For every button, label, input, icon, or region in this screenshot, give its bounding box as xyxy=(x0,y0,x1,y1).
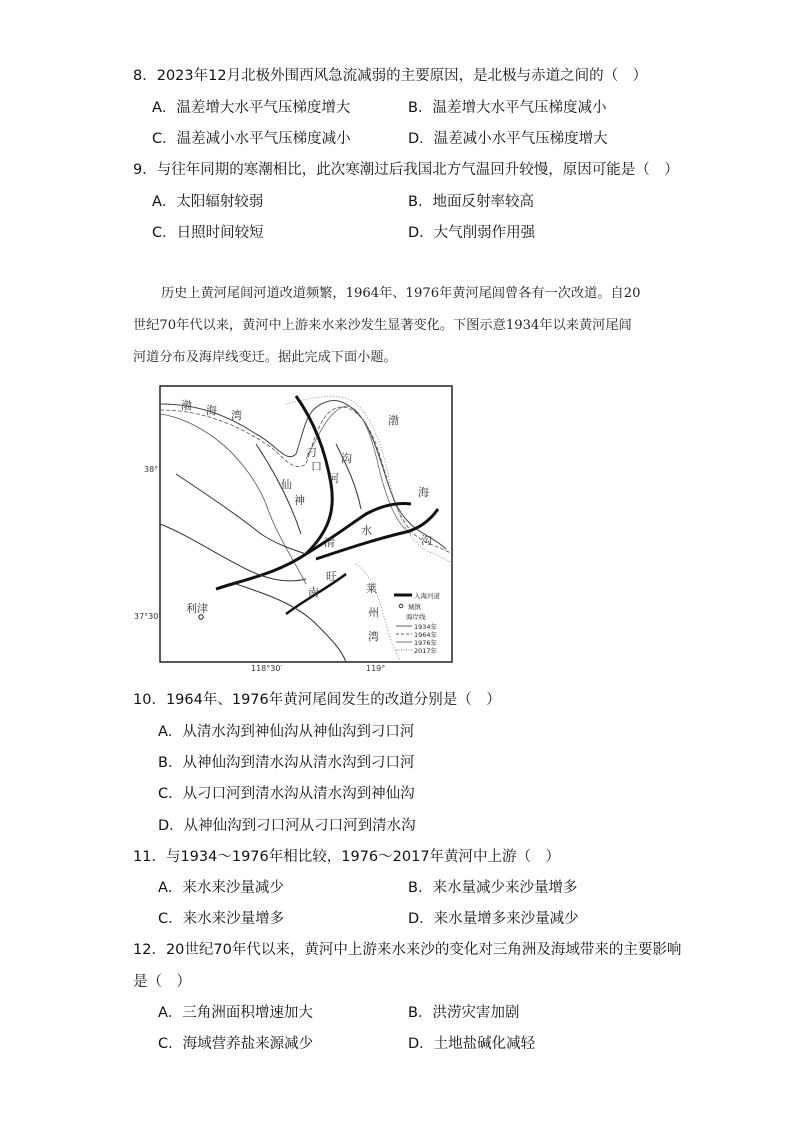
q9-option-a: A．太阳辐射较弱 xyxy=(152,194,264,210)
q12-stem-line-1: 12．20世纪70年代以来，黄河中上游来水来沙的变化对三角洲及海域带来的主要影响 xyxy=(133,942,682,958)
passage-line-2: 世纪70年代以来，黄河中上游来水来沙发生显著变化。下图示意1934年以来黄河尾闾 xyxy=(133,318,632,333)
q8-stem: 8．2023年12月北极外围西风急流减弱的主要原因，是北极与赤道之间的（ ） xyxy=(133,68,648,84)
label-bohai-sea-2: 海 xyxy=(418,486,429,499)
legend-1976: 1976年 xyxy=(414,639,438,647)
q8-option-a: A．温差增大水平气压梯度增大 xyxy=(152,100,351,116)
label-qingshui-3: 沟 xyxy=(421,534,432,547)
q12-option-c: C．海域营养盐来源减少 xyxy=(158,1036,314,1052)
legend-1964: 1964年 xyxy=(414,631,438,639)
q11-option-d: D．来水量增多来沙量减少 xyxy=(408,911,579,927)
q12-option-a: A．三角洲面积增速加大 xyxy=(158,1005,313,1021)
q9-stem: 9．与往年同期的寒潮相比，此次寒潮过后我国北方气温回升较慢，原因可能是（ ） xyxy=(133,162,679,178)
label-nanwang-1: 南 xyxy=(308,586,319,599)
label-lijin: 利津 xyxy=(186,602,208,615)
passage-line-3: 河道分布及海岸线变迁。据此完成下面小题。 xyxy=(133,350,397,365)
label-qingshui-1: 清 xyxy=(324,536,335,549)
q8-option-d: D．温差减小水平气压梯度增大 xyxy=(408,131,608,147)
coord-118-30: 118°30′ xyxy=(251,664,283,673)
label-bohai-bay-1: 渤 xyxy=(181,399,192,412)
q10-option-b: B．从神仙沟到清水沟从清水沟到刁口河 xyxy=(158,755,415,771)
legend-channel: 入海河道 xyxy=(414,592,440,600)
label-laizhou-2: 州 xyxy=(368,606,379,619)
q11-stem: 11．与1934～1976年相比较，1976～2017年黄河中上游（ ） xyxy=(133,849,561,865)
label-qingshui-2: 水 xyxy=(361,524,372,537)
q10-option-d: D．从神仙沟到刁口河从刁口河到清水沟 xyxy=(158,818,416,834)
label-bohai-bay-3: 湾 xyxy=(231,409,242,422)
label-laizhou-1: 莱 xyxy=(366,582,377,595)
label-shenxian-2: 仙 xyxy=(281,478,292,491)
label-laizhou-3: 湾 xyxy=(368,630,379,643)
q9-option-c: C．日照时间较短 xyxy=(152,225,264,241)
q9-option-b: B．地面反射率较高 xyxy=(408,194,534,210)
q11-option-a: A．来水来沙量减少 xyxy=(158,880,284,896)
coord-119: 119° xyxy=(366,664,386,673)
q10-stem: 10．1964年、1976年黄河尾闾发生的改道分别是（ ） xyxy=(133,692,501,708)
label-bohai-sea-1: 渤 xyxy=(388,414,399,427)
yellow-river-delta-map xyxy=(134,384,456,673)
q10-option-c: C．从刁口河到清水沟从清水沟到神仙沟 xyxy=(158,786,415,802)
coord-37-30: 37°30′ xyxy=(134,612,161,621)
legend-town: 城镇 xyxy=(408,603,421,611)
label-nanwang-2: 旺 xyxy=(326,570,337,583)
passage xyxy=(133,278,663,374)
legend-2017: 2017年 xyxy=(414,647,438,655)
q8-option-c: C．温差减小水平气压梯度减小 xyxy=(152,131,351,147)
label-shenxian-1: 神 xyxy=(294,494,305,507)
label-diaokou-1: 刁 xyxy=(306,446,317,459)
q11-option-b: B．来水量减少来沙量增多 xyxy=(408,880,578,896)
label-diaokou-2: 口 xyxy=(311,460,322,473)
q10-option-a: A．从清水沟到神仙沟从神仙沟到刁口河 xyxy=(158,724,415,740)
coord-38: 38° xyxy=(144,465,159,474)
label-shenxian-3: 沟 xyxy=(341,452,352,465)
q12-stem-line-2: 是（ ） xyxy=(133,974,191,990)
q11-option-c: C．来水来沙量增多 xyxy=(158,911,285,927)
q9-option-d: D．大气削弱作用强 xyxy=(408,225,536,241)
label-diaokou-3: 河 xyxy=(328,472,339,485)
q12-option-b: B．洪涝灾害加剧 xyxy=(408,1005,520,1021)
q12-option-d: D．土地盐碱化减轻 xyxy=(408,1036,536,1052)
q8-option-b: B．温差增大水平气压梯度减小 xyxy=(408,100,607,116)
legend-coastline: 海岸线 xyxy=(406,613,426,621)
label-bohai-bay-2: 海 xyxy=(206,404,217,417)
passage-line-1: 历史上黄河尾闾河道改道频繁，1964年、1976年黄河尾闾曾各有一次改道。自20 xyxy=(161,286,641,301)
legend-1934: 1934年 xyxy=(414,623,438,631)
